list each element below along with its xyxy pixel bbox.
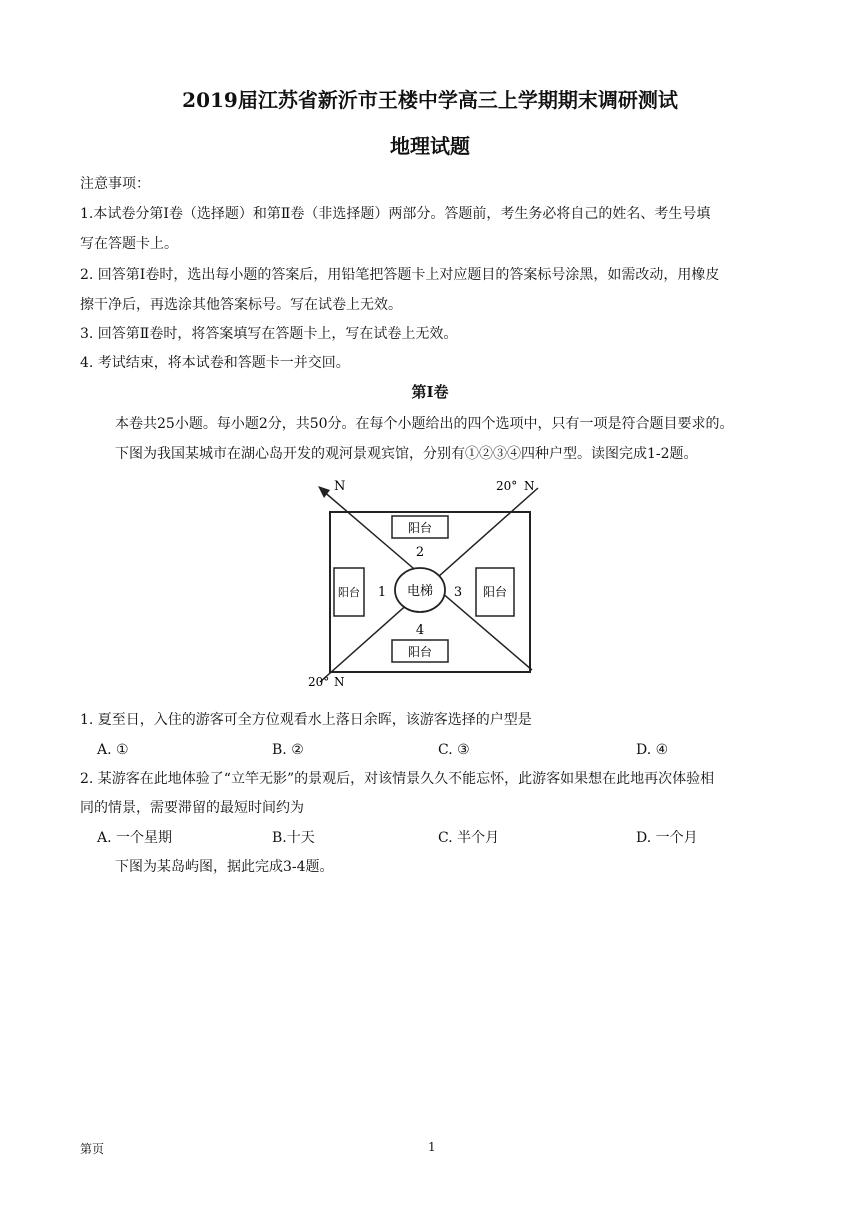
lat-north-top: N [524, 479, 535, 493]
unit-number-3: 3 [453, 585, 463, 600]
page-number: 1 [428, 1140, 436, 1154]
hotel-layout-figure [300, 472, 560, 692]
question-2-stem-cont: 同的情景，需要滞留的最短时间约为 [80, 800, 304, 816]
unit-number-1: 1 [377, 585, 387, 600]
question-2-option-b: B.十天 [272, 830, 315, 846]
lat-label-top: 20° [496, 479, 518, 493]
north-label: N [334, 479, 346, 494]
exam-subtitle: 地理试题 [390, 134, 470, 158]
question-2-stem: 2. 某游客在此地体验了“立竿无影”的景观后，对该情景久久不能忘怀，此游客如果想在此地再次体验相 [80, 771, 715, 787]
question-1-option-d: D. ④ [636, 742, 669, 758]
question-2-option-d: D. 一个月 [636, 830, 698, 846]
lat-north-bottom: N [334, 675, 345, 689]
question-2-option-c: C. 半个月 [438, 830, 500, 846]
unit-number-2: 2 [415, 545, 425, 560]
notice-item: 4. 考试结束，将本试卷和答题卡一并交回。 [80, 355, 350, 371]
section-intro: 本卷共25小题。每小题2分，共50分。在每个小题给出的四个选项中，只有一项是符合题目要求的。 [115, 416, 734, 432]
notice-item: 3. 回答第Ⅱ卷时，将答案填写在答题卡上，写在试卷上无效。 [80, 326, 458, 342]
notice-item: 擦干净后，再选涂其他答案标号。写在试卷上无效。 [80, 297, 402, 313]
balcony-label: 阳台 [407, 521, 433, 535]
notice-heading: 注意事项： [80, 176, 150, 192]
lat-label-bottom: 20° [308, 675, 330, 689]
question-1-option-c: C. ③ [438, 742, 470, 758]
section-title: 第Ⅰ卷 [411, 383, 449, 401]
question-1-option-b: B. ② [272, 742, 304, 758]
balcony-label: 阳台 [482, 585, 508, 599]
figure-intro: 下图为我国某城市在湖心岛开发的观河景观宾馆，分别有①②③④四种户型。读图完成1-2题。 [115, 446, 698, 462]
next-figure-intro: 下图为某岛屿图，据此完成3-4题。 [115, 859, 334, 875]
balcony-label: 阳台 [407, 645, 433, 659]
footer-label: 第页 [80, 1142, 105, 1156]
question-1-stem: 1. 夏至日，入住的游客可全方位观看水上落日余晖，该游客选择的户型是 [80, 712, 532, 728]
notice-item: 写在答题卡上。 [80, 236, 178, 252]
balcony-label: 阳台 [338, 586, 360, 599]
notice-item: 1.本试卷分第Ⅰ卷（选择题）和第Ⅱ卷（非选择题）两部分。答题前，考生务必将自己的姓名、考生号填 [80, 206, 711, 222]
elevator-label: 电梯 [406, 584, 434, 599]
notice-item: 2. 回答第Ⅰ卷时，选出每小题的答案后，用铅笔把答题卡上对应题目的答案标号涂黑，如需改动，用橡皮 [80, 267, 720, 283]
question-1-option-a: A. ① [97, 742, 129, 758]
unit-number-4: 4 [415, 623, 425, 638]
exam-title: 2019届江苏省新沂市王楼中学高三上学期期末调研测试 [182, 88, 678, 112]
question-2-option-a: A. 一个星期 [97, 830, 173, 846]
